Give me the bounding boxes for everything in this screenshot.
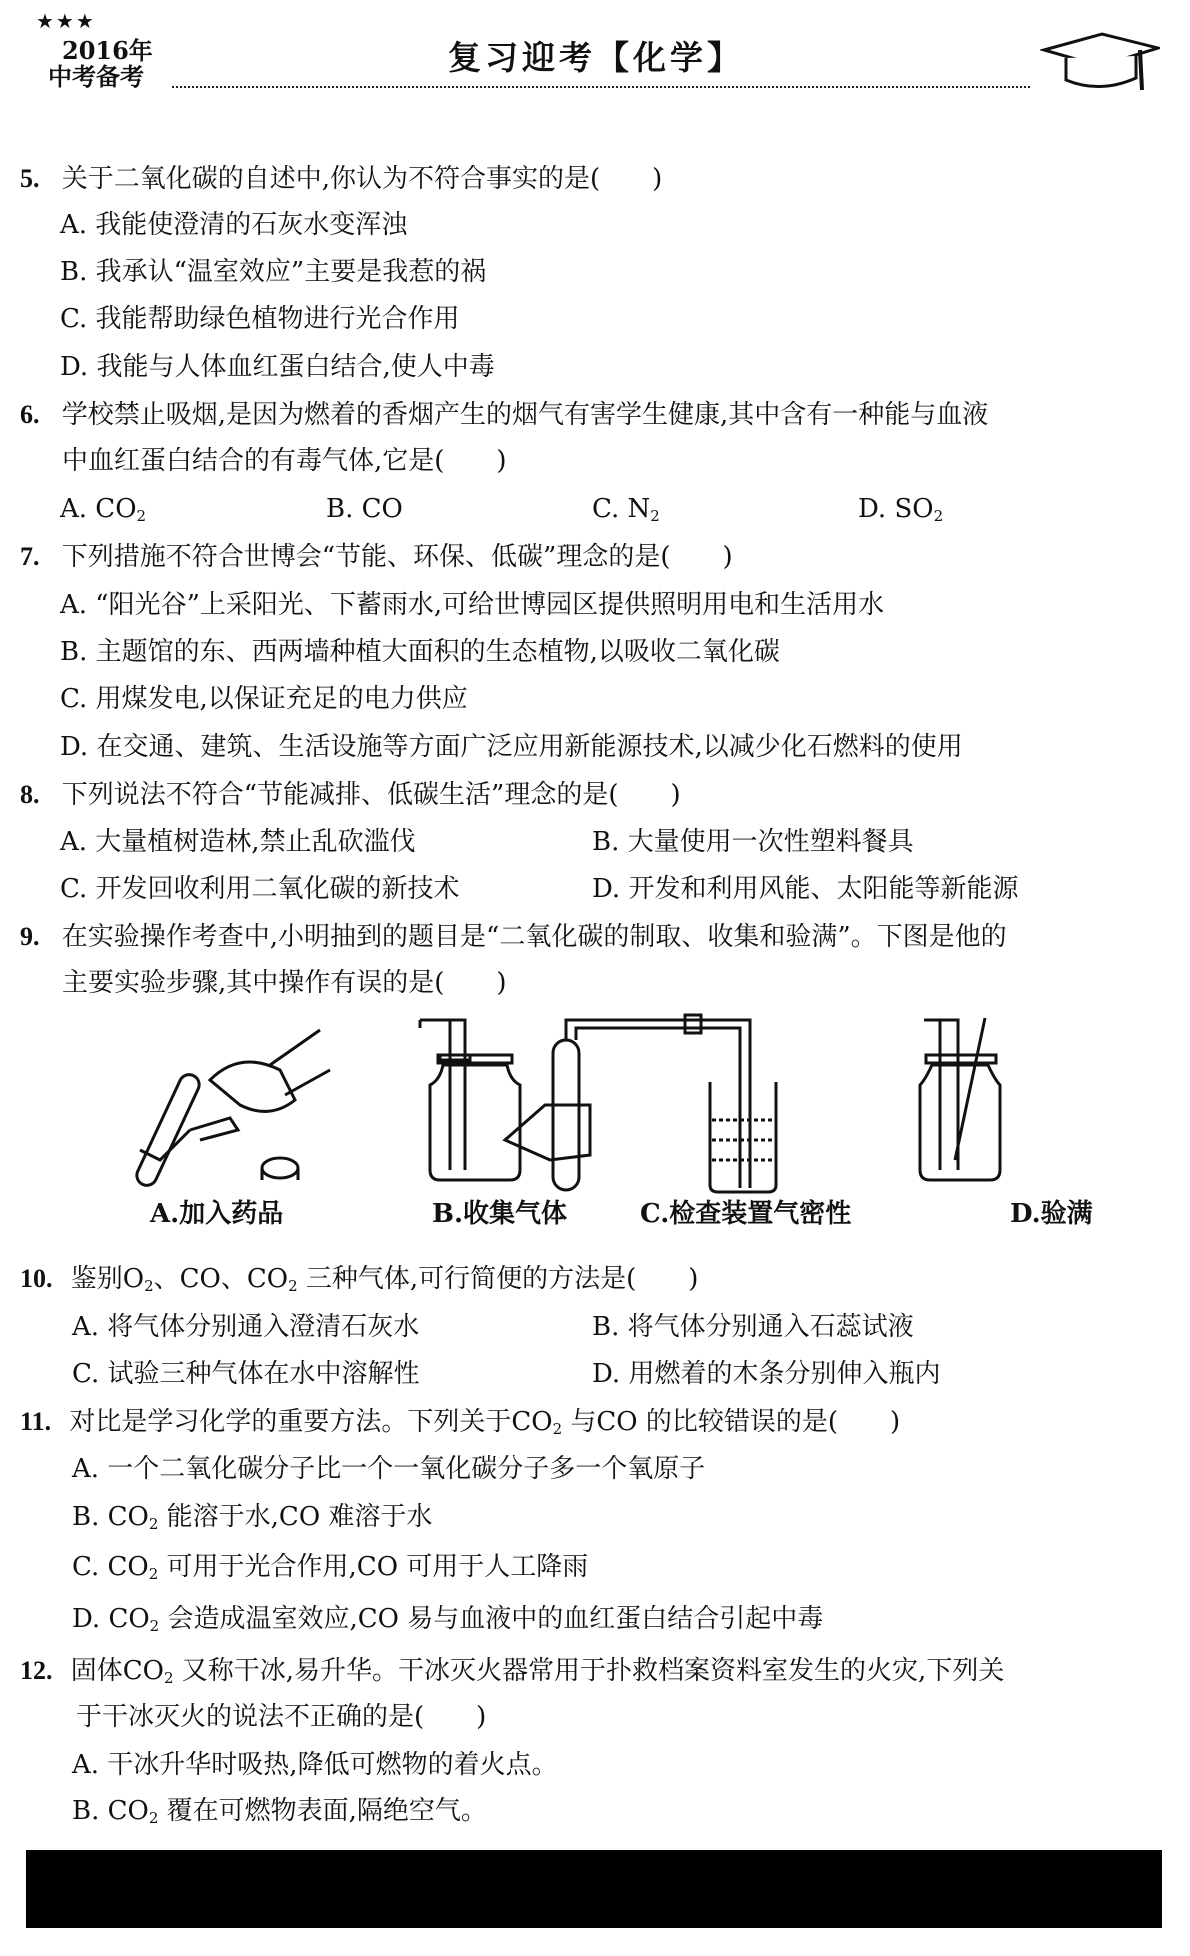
question-7-option-c: C. 用煤发电,以保证充足的电力供应 [60, 684, 468, 714]
question-6-option-b: B. CO [326, 494, 403, 524]
question-11-option-d: D. $CO_2$ 会造成温室效应,CO 易与血液中的血红蛋白结合引起中毒 [72, 1604, 824, 1635]
question-11-option-a: A. 一个二氧化碳分子比一个一氧化碳分子多一个氧原子 [72, 1454, 706, 1484]
question-11-option-c: C. $CO_2$ 可用于光合作用,CO 可用于人工降雨 [72, 1552, 589, 1583]
question-5-option-b: B. 我承认“温室效应”主要是我惹的祸 [60, 257, 487, 287]
experiment-figure [120, 1010, 1093, 1230]
question-8-option-c: C. 开发回收利用二氧化碳的新技术 [60, 874, 460, 904]
adding-reagent-illustration [120, 1010, 1080, 1200]
badge-year: 2016年 [62, 36, 153, 65]
figure-caption-d: D.验满 [1010, 1199, 1093, 1229]
header-dotted-rule [172, 86, 1030, 88]
question-8-option-a: A. 大量植树造林,禁止乱砍滥伐 [60, 827, 416, 857]
question-6-option-c: C. $N_2$ [592, 494, 660, 525]
question-10-option-b: B. 将气体分别通入石蕊试液 [592, 1312, 914, 1342]
question-6-stem: 6. 学校禁止吸烟,是因为燃着的香烟产生的烟气有害学生健康,其中含有一种能与血液 [20, 400, 989, 430]
graduation-cap-icon [1040, 28, 1160, 98]
question-5-option-a: A. 我能使澄清的石灰水变浑浊 [60, 210, 408, 240]
page-title: 复习迎考【化学】 [448, 38, 744, 77]
question-8-option-b: B. 大量使用一次性塑料餐具 [592, 827, 914, 857]
question-8-stem: 8. 下列说法不符合“节能减排、低碳生活”理念的是( ) [20, 780, 681, 810]
question-12-option-b: B. $CO_2$ 覆在可燃物表面,隔绝空气。 [72, 1796, 487, 1827]
question-12-stem-cont: 于干冰灭火的说法不正确的是( ) [76, 1702, 487, 1732]
question-7-stem: 7. 下列措施不符合世博会“节能、环保、低碳”理念的是( ) [20, 542, 733, 572]
page-header [0, 0, 1190, 110]
question-10-option-d: D. 用燃着的木条分别伸入瓶内 [592, 1359, 941, 1389]
question-8-option-d: D. 开发和利用风能、太阳能等新能源 [592, 874, 1019, 904]
question-6-option-d: D. $SO_2$ [858, 494, 944, 525]
question-12-option-a: A. 干冰升华时吸热,降低可燃物的着火点。 [72, 1750, 558, 1780]
question-5-stem: 5. 关于二氧化碳的自述中,你认为不符合事实的是( ) [20, 164, 663, 194]
question-11-option-b: B. $CO_2$ 能溶于水,CO 难溶于水 [72, 1502, 433, 1533]
question-7-option-d: D. 在交通、建筑、生活设施等方面广泛应用新能源技术,以减少化石燃料的使用 [60, 732, 963, 762]
question-7-option-a: A. “阳光谷”上采阳光、下蓄雨水,可给世博园区提供照明用电和生活用水 [60, 590, 885, 620]
question-7-option-b: B. 主题馆的东、西两墙种植大面积的生态植物,以吸收二氧化碳 [60, 637, 780, 667]
figure-caption-a: A.加入药品 [150, 1199, 284, 1229]
question-10-stem: 10. 鉴别$O_2$、CO、$CO_2$ 三种气体,可行简便的方法是( ) [20, 1264, 699, 1295]
question-11-stem: 11. 对比是学习化学的重要方法。下列关于$CO_2$ 与CO 的比较错误的是( ) [20, 1407, 901, 1438]
question-5-option-d: D. 我能与人体血红蛋白结合,使人中毒 [60, 352, 495, 382]
question-9-stem: 9. 在实验操作考查中,小明抽到的题目是“二氧化碳的制取、收集和验满”。下图是他的 [20, 922, 1007, 952]
figure-caption-c: C.检查装置气密性 [640, 1199, 852, 1229]
footer-black-bar [26, 1850, 1162, 1928]
badge-subtitle: 中考备考 [48, 62, 144, 91]
question-5-option-c: C. 我能帮助绿色植物进行光合作用 [60, 304, 460, 334]
question-12-stem: 12. 固体$CO_2$ 又称干冰,易升华。干冰灭火器常用于扑救档案资料室发生的火灾,下列关 [20, 1656, 1005, 1687]
stars-decoration: ★★★ [36, 9, 96, 33]
question-10-option-c: C. 试验三种气体在水中溶解性 [72, 1359, 420, 1389]
question-10-option-a: A. 将气体分别通入澄清石灰水 [72, 1312, 420, 1342]
question-9-stem-cont: 主要实验步骤,其中操作有误的是( ) [62, 968, 507, 998]
figure-caption-b: B.收集气体 [432, 1199, 568, 1229]
question-6-option-a: A. $CO_2$ [60, 494, 147, 525]
question-6-stem-cont: 中血红蛋白结合的有毒气体,它是( ) [62, 446, 507, 476]
